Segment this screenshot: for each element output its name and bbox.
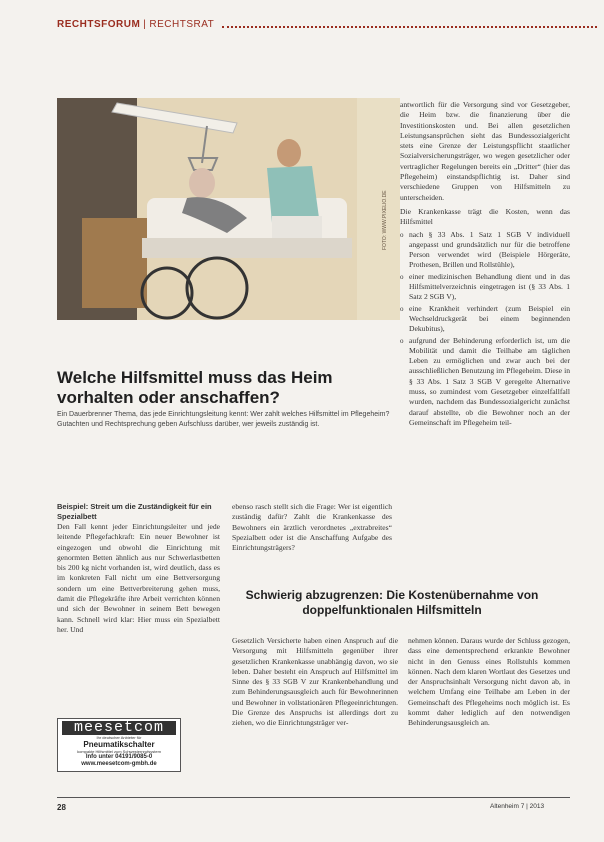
middle-column — [232, 502, 392, 553]
ad-note: kompakte Hilfsmittel zum Schwesternrufsystem — [77, 749, 161, 754]
magazine-issue: Altenheim 7 | 2013 — [490, 803, 545, 810]
middle-column-text: ebenso rasch stellt sich die Frage: Wer ist eigentlich zuständig dafür? Zahlt die Krankenkasse des Bewohners ein ärztlich verordnetes „extrabreites“ Spezialbett oder ist die Anschaffung Aufgabe des Einrichtungsträgers? — [232, 502, 392, 553]
right-intro-text: antwortlich für die Versorgung sind vor Gesetzgeber, die Heim bzw. die finanzierung über die Investitionskosten und. Bei allen gesetzlichen Leistungsansprüchen sieht das Bundessozialgericht stets eine Grenze der Leistungspflicht staatlicher Sozialversicherungsträger, wo wegen gesetzlicher oder vertraglicher Regelungen bereits ein „Dritter“ (hier das Pflegeheim) einstandspflichtig ist. Daher sind verschiedene Gruppen von Hilfsmitteln zu unterscheiden. — [400, 100, 570, 202]
section-label: RECHTSFORUM — [57, 18, 141, 30]
photo-illustration — [57, 98, 400, 320]
ad-product: Pneumatikschalter — [83, 740, 155, 749]
section-header — [57, 15, 597, 33]
footer-rule — [57, 797, 570, 798]
photo-credit: FOTO: WWW.PIXELIO.DE — [382, 190, 388, 250]
ad-phone: Info unter 04191/9085-0 — [85, 754, 153, 760]
page-number: 28 — [57, 803, 66, 812]
bottom-left-column — [232, 636, 398, 729]
article-photo — [57, 98, 400, 320]
ad-logo: meesetcom — [62, 721, 176, 735]
section-subheading: Schwierig abzugrenzen: Die Kostenübernahme von doppelfunktionalen Hilfsmitteln — [245, 588, 539, 617]
ad-tagline: Ihr deutscher Anbieter für — [96, 735, 142, 740]
hilfsmittel-bullet-list — [400, 230, 570, 429]
list-item: o eine Krankheit verhindert (zum Beispiel ein Wechseldruckgerät bei einem beginnenden Dekubitus), — [400, 304, 570, 335]
bottom-right-column — [408, 636, 570, 729]
article-lead: Ein Dauerbrenner Thema, das jede Einrichtungsleitung kennt: Wer zahlt welches Hilfsmittel im Pflegeheim? Gutachten und Rechtsprechung geben Aufschluss darüber, wer jeweils zuständig ist. — [57, 411, 390, 428]
bottom-left-text: Gesetzlich Versicherte haben einen Anspruch auf die Versorgung mit Hilfsmitteln gegenüber ihrer gesetzlichen Krankenkasse unabhängig davon, wo sie leben. Daher besteht ein Anspruch auf Hilfsmittel im Sinne des § 33 SGB V zur Krankenbehandlung und zum Behinderungsausgleich auch für Bewohnerinnen und Bewohner in vollstationären Pflegeeinrichtungen. Die Grenze des Anspruchs ist allerdings dort zu ziehen, wo die Einrichtungsträger ver- — [232, 636, 398, 728]
article-title: Welche Hilfsmittel muss das Heim vorhalten oder anschaffen? — [57, 368, 333, 407]
left-column — [57, 522, 220, 635]
ad-url: www.meesetcom-gmbh.de — [81, 761, 157, 767]
header-dotted-rule — [222, 20, 597, 28]
subsection-label: RECHTSRAT — [149, 18, 215, 30]
example-heading: Beispiel: Streit um die Zuständigkeit für ein Spezialbett — [57, 502, 212, 521]
header-separator: | — [143, 18, 147, 30]
list-item: o nach § 33 Abs. 1 Satz 1 SGB V individuell angepasst und grundsätzlich nur für die betroffene Person verwendet wird (Beispiele Hörgeräte, Prothesen, Brillen und Rollstühle), — [400, 230, 570, 271]
list-item: o aufgrund der Behinderung erforderlich ist, um die Mobilität und damit die Teilhabe am täglichen Leben zu ermöglichen und zwar auch bei der ausschließlichen Benutzung im Pflegeheim. Diese in § 33 Abs. 1 Satz 3 SGB V geregelte Alternative muss, so zumindest vom Gesetzgeber einzelfallfall wurden, nachdem das Bundessozialgericht zunächst darauf abstellte, ob die Bewohner noch an der Gemeinschaft im Pflegeheim teil- — [400, 336, 570, 429]
left-column-text: Den Fall kennt jeder Einrichtungsleiter und jede leitende Pflegefachkraft: Ein neuer Bewohner ist eingezogen und obwohl die Einrichtung mit genormten Betten ähnlich aus nur Schwerlastbetten bis 200 kg nicht vorhanden ist, wird deutlich, dass es im konkreten Fall nicht um eine Bettversorgung sondern um eine Bettverbreiterung gehen muss, damit die Pflegekräfte ihre Arbeit verrichten können und sich der Bewohner in seinem Bett bewegen kann. Schnell wird klar: Hier muss ein Spezialbett her. Und — [57, 522, 220, 634]
list-item: o einer medizinischen Behandlung dient und in das Hilfsmittelverzeichnis eingetragen ist (§ 33 Abs. 1 Satz 2 SGB V), — [400, 272, 570, 303]
right-top-column — [400, 100, 570, 429]
right-lead-text: Die Krankenkasse trägt die Kosten, wenn das Hilfsmittel — [400, 206, 570, 227]
advertisement-box — [57, 718, 181, 772]
bottom-right-text: nehmen können. Daraus wurde der Schluss gezogen, dass eine dementsprechend erkrankte Bewohner nicht in den Genuss eines Rollstuhls kommen können. Nach dem klaren Wortlaut des Gesetzes und der Anspruchsinhalt Versorgung nicht davon ab, in welchem Umfang eine Teilhabe am Leben in der Gemeinschaft des Pflegeheims noch möglich ist. Es kommt daher lediglich auf den notwendigen Behinderungsausgleich an. — [408, 636, 570, 728]
